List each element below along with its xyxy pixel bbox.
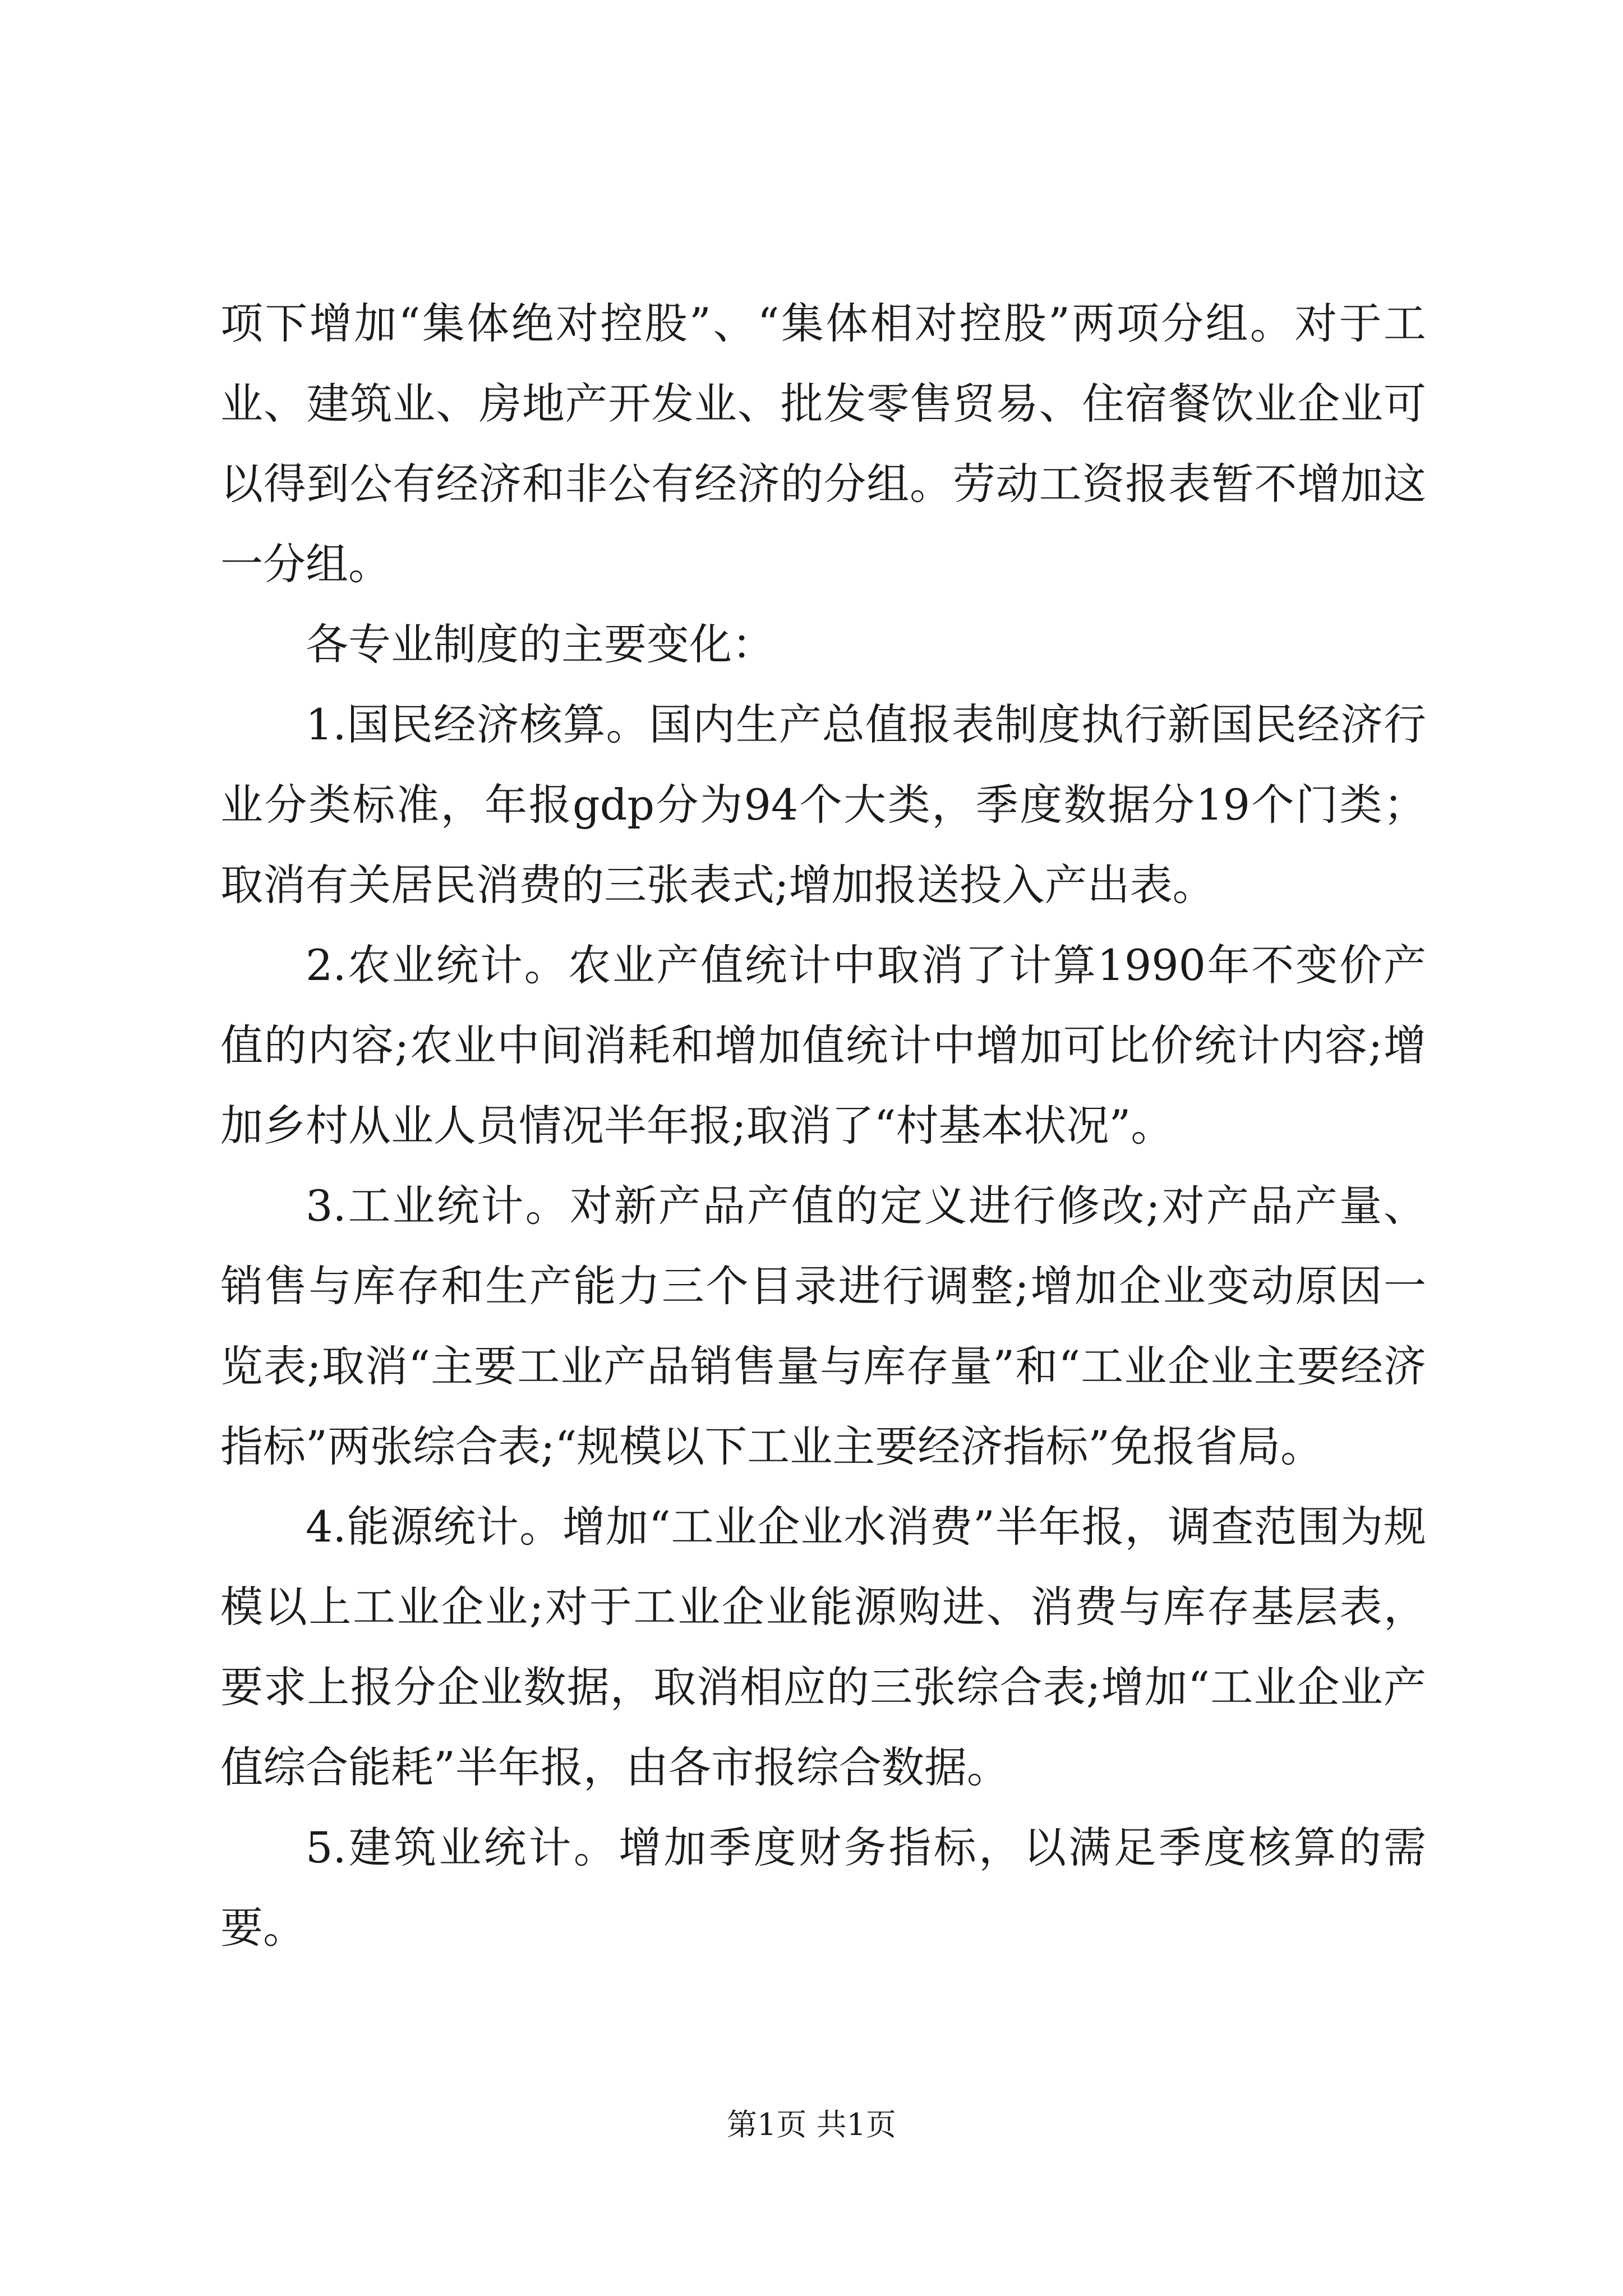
paragraph-5: 3.工业统计。对新产品产值的定义进行修改;对产品产量、销售与库存和生产能力三个目录进行调整;增加企业变动原因一览表;取消“主要工业产品销售量与库存量”和“工业企业主要经济指标”两张综合表;“规模以下工业主要经济指标”免报省局。 <box>220 1181 1426 1471</box>
paragraph-2: 各专业制度的主要变化： <box>306 619 774 669</box>
paragraph-6: 4.能源统计。增加“工业企业水消费”半年报，调查范围为规模以上工业企业;对于工业企业能源购进、消费与库存基层表，要求上报分企业数据，取消相应的三张综合表;增加“工业企业产值综合能耗”半年报，由各市报综合数据。 <box>220 1502 1426 1792</box>
page-footer: 第1页 共1页 <box>727 2107 896 2142</box>
paragraph-7: 5.建筑业统计。增加季度财务指标，以满足季度核算的需要。 <box>220 1823 1426 1953</box>
paragraph-4: 2.农业统计。农业产值统计中取消了计算1990年不变价产值的内容;农业中间消耗和增加值统计中增加可比价统计内容;增加乡村从业人员情况半年报;取消了“村基本状况”。 <box>220 940 1426 1151</box>
document-body <box>220 283 1426 1968</box>
paragraph-3: 1.国民经济核算。国内生产总值报表制度执行新国民经济行业分类标准，年报gdp分为94个大类，季度数据分19个门类；取消有关居民消费的三张表式;增加报送投入产出表。 <box>220 700 1426 910</box>
paragraph-1: 项下增加“集体绝对控股”、“集体相对控股”两项分组。对于工业、建筑业、房地产开发业、批发零售贸易、住宿餐饮业企业可以得到公有经济和非公有经济的分组。劳动工资报表暂不增加这一分组。 <box>220 298 1426 589</box>
